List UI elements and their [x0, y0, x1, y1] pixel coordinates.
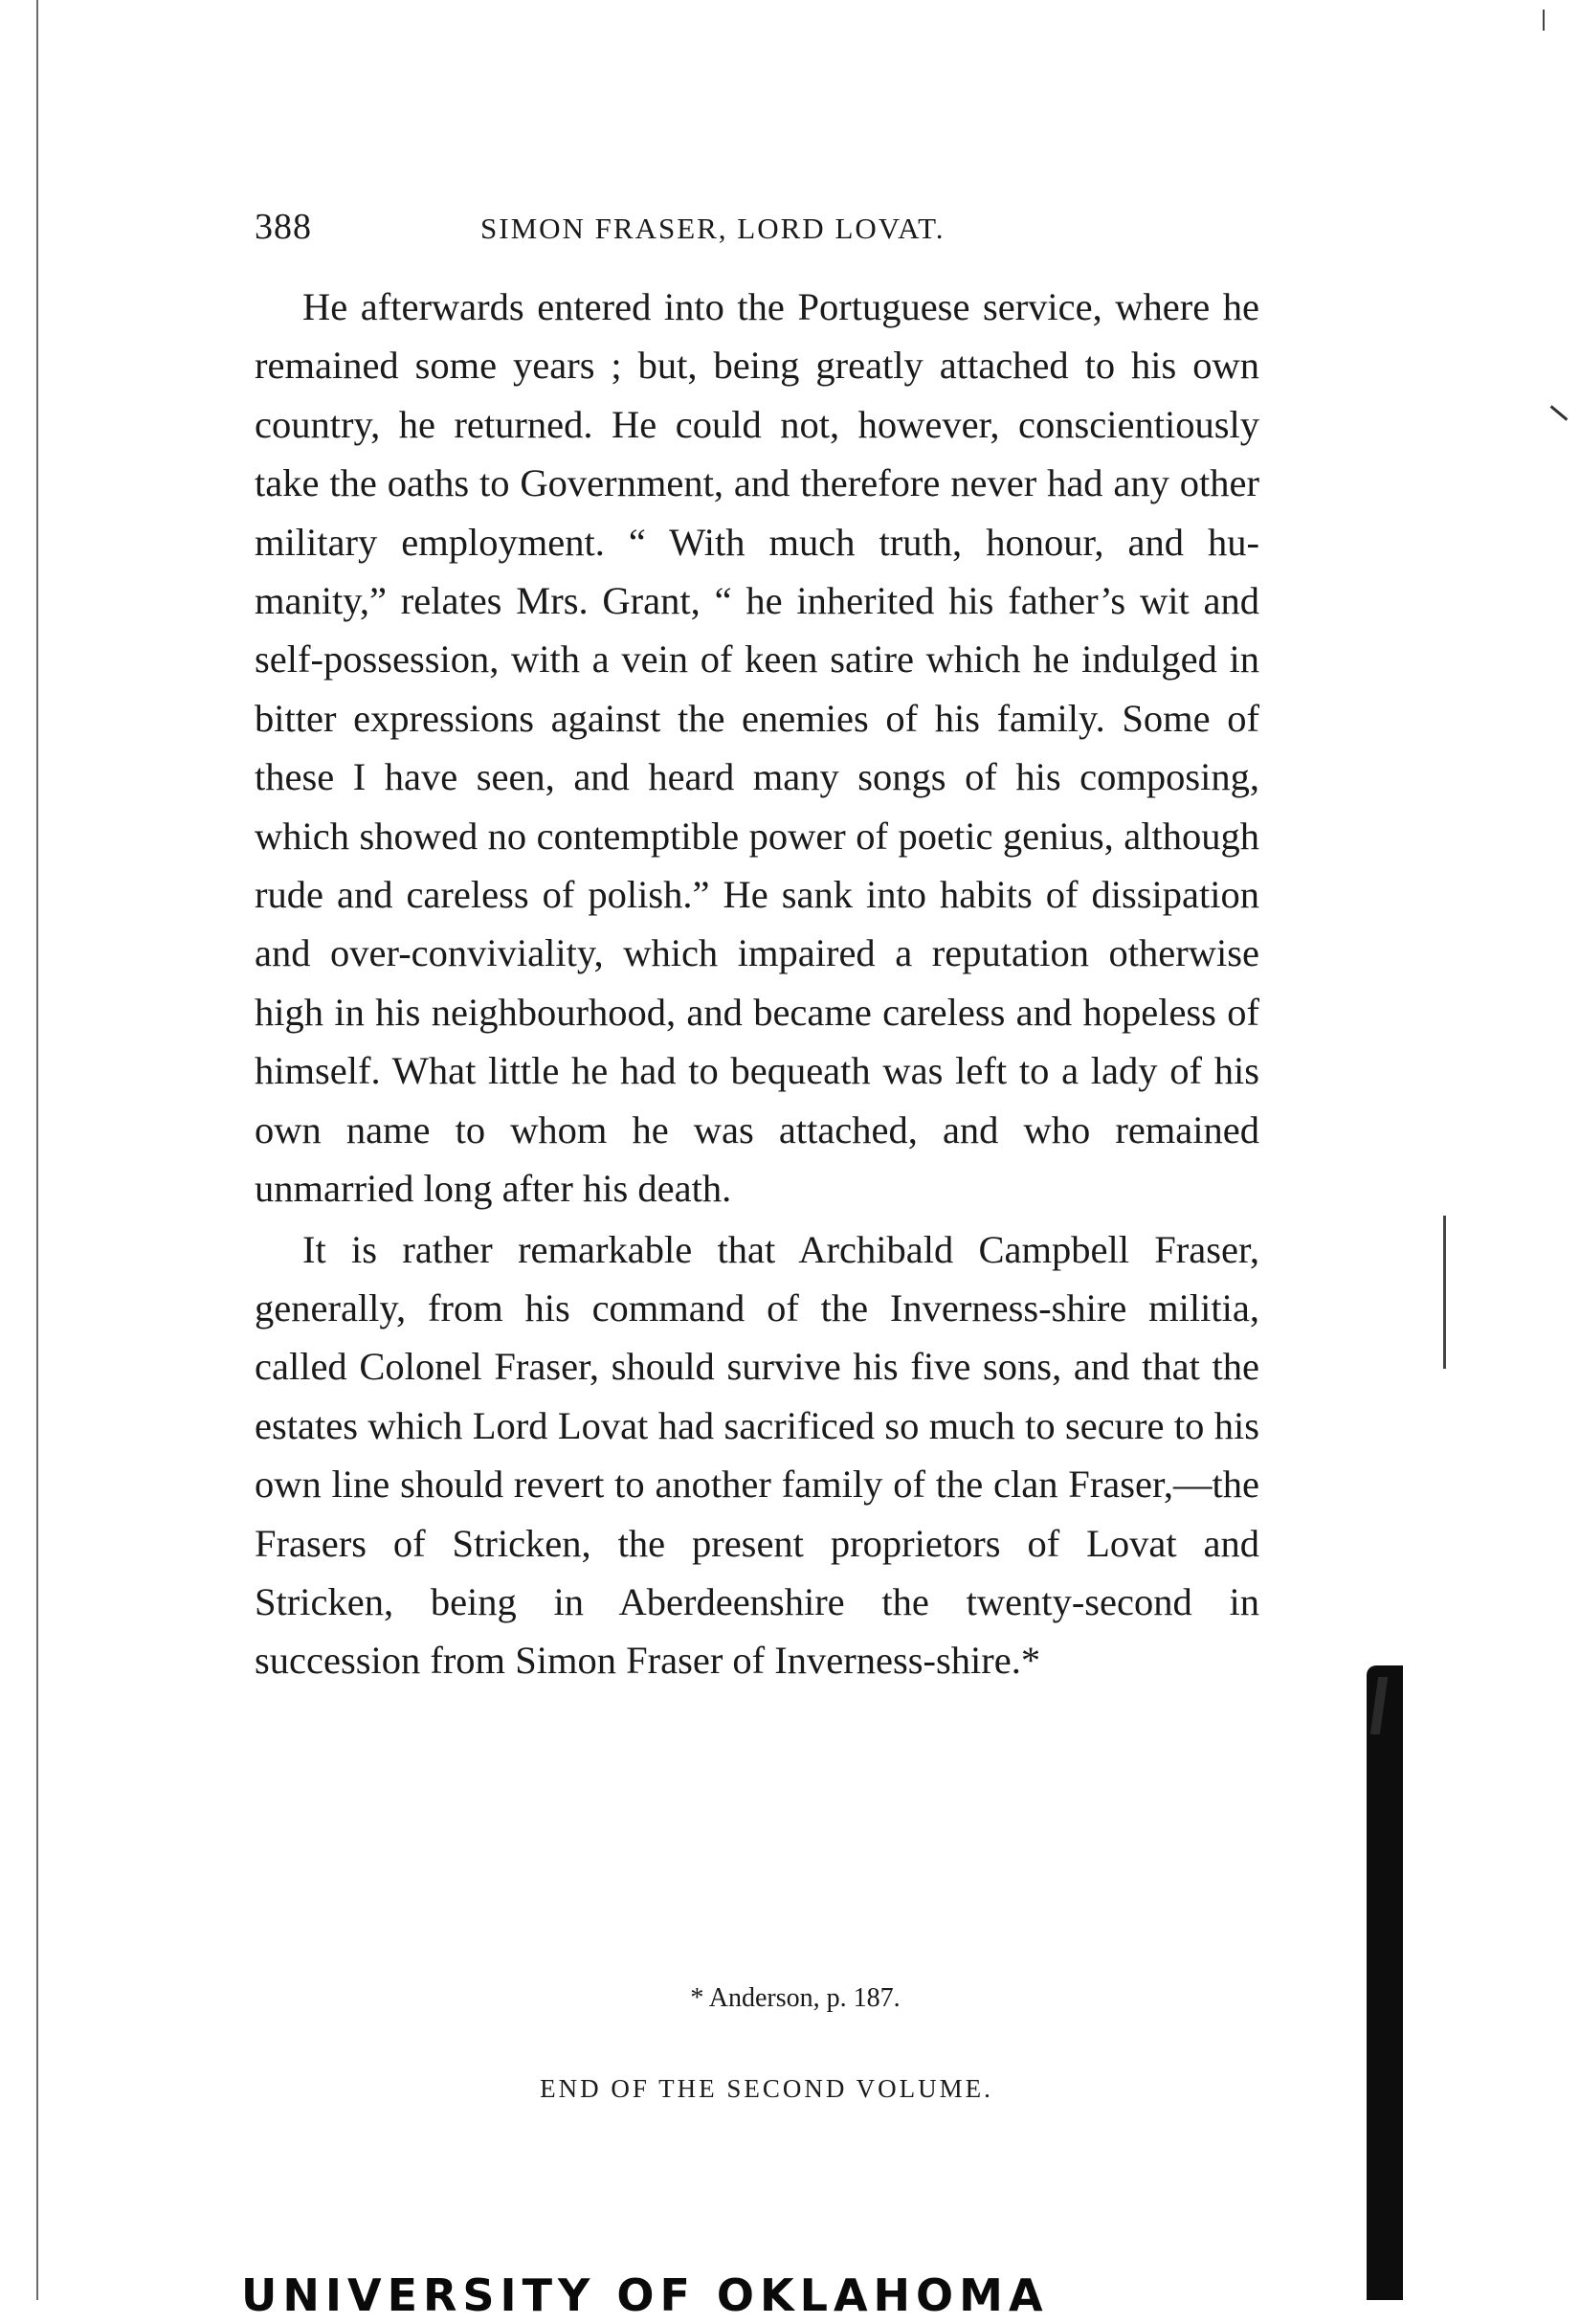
end-of-volume-line: END OF THE SECOND VOLUME.: [540, 2074, 993, 2103]
paragraph: It is rather remarkable that Archibald Campbell Fraser, generally, from his command of the Inverness-shire militia, called Colonel Fraser, should survive his five sons, and that the estates which Lord Lovat had sacrificed so much to secure to his own line should revert to another family of the clan Fraser,—the Frasers of Stricken, the present proprietors of Lovat and Stricken, being in Aberdeenshire the twenty-second in succession from Simon Fraser of Inverness-shire.*: [255, 1227, 1259, 1683]
scan-mark: [1550, 405, 1569, 420]
paragraph: He afterwards entered into the Portuguese service, where he remained some years ; but, being greatly attached to his own country, he returned. He could not, however, conscientiously take the oaths to Government, and therefore never had any other military employment. “ With much truth, honour, and humanity,” relates Mrs. Grant, “ he inherited his father’s wit and self-possession, with a vein of keen satire which he indulged in bitter expressions against the enemies of his family. Some of these I have seen, and heard many songs of his composing, which showed no contemptible power of poetic genius, although rude and careless of polish.” He sank into habits of dissipation and over-conviviality, which impaired a reputation otherwise high in his neighbourhood, and became careless and hopeless of himself. What little he had to bequeath was left to a lady of his own name to whom he was attached, and who remained unmarried long after his death.: [255, 285, 1259, 1211]
running-title: SIMON FRASER, LORD LOVAT.: [480, 212, 946, 245]
scan-mark: [1543, 10, 1545, 31]
page-number: 388: [255, 207, 312, 247]
running-head: [255, 203, 1259, 251]
footnote: * Anderson, p. 187.: [690, 1983, 901, 2013]
library-stamp: UNIVERSITY OF OKLAHOMA: [241, 2269, 1049, 2321]
scan-edge-line: [36, 0, 38, 2300]
scan-mark: [1443, 1216, 1446, 1369]
body-text: [255, 278, 1259, 1690]
scan-binding-shadow: [1367, 1665, 1403, 2300]
